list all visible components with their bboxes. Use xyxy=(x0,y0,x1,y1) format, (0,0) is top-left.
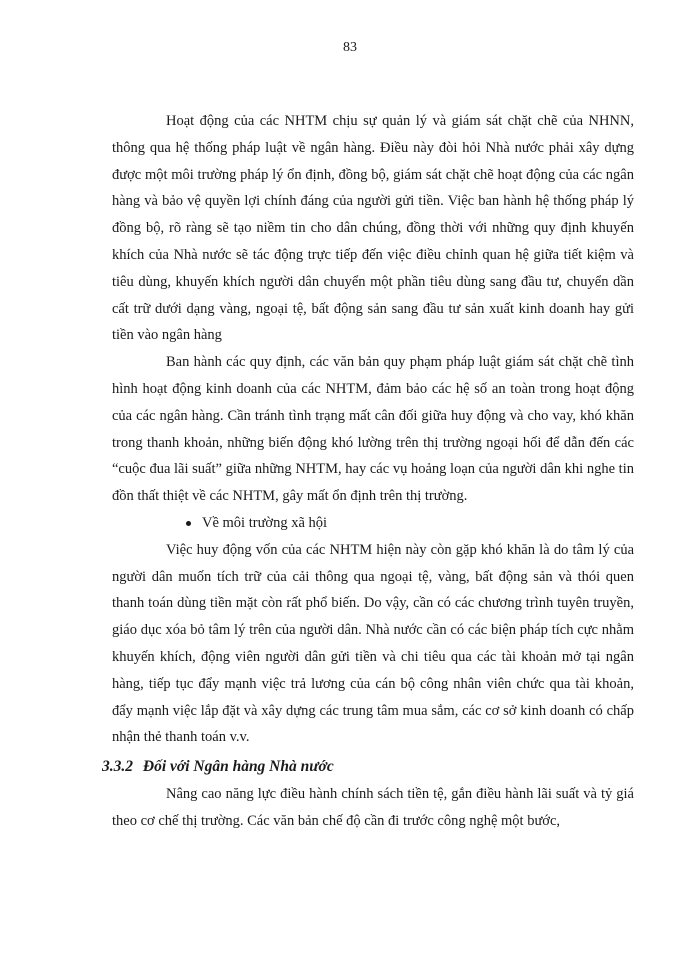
paragraph-social-environment: Việc huy động vốn của các NHTM hiện này còn gặp khó khăn là do tâm lý của người dân muốn tích trữ của cải thông qua ngoại tệ, vàng, bất động sản và thói quen thanh toán dùng tiền mặt còn rất phổ biến. Do vậy, cần có các chương trình tuyên truyền, giáo dục xóa bỏ tâm lý trên của người dân. Nhà nước cần có các biện pháp tích cực nhằm khuyến khích, động viên người dân gửi tiền và chi tiêu qua các tài khoản mở tại ngân hàng, tiếp tục đẩy mạnh việc trả lương của cán bộ công nhân viên chức qua tài khoản, đẩy mạnh việc lắp đặt và xây dựng các trung tâm mua sắm, các cơ sở kinh doanh có chấp nhận thẻ thanh toán v.v. xyxy=(112,541,634,746)
paragraph-supervision: Ban hành các quy định, các văn bản quy phạm pháp luật giám sát chặt chẽ tình hình hoạt động kinh doanh của các NHTM, đảm bảo các hệ số an toàn trong hoạt động của các ngân hàng. Cần tránh tình trạng mất cân đối giữa huy động và cho vay, khó khăn trong thanh khoản, những biến động khó lường trên thị trường ngoại hối để dẫn đến các “cuộc đua lãi suất” giữa những NHTM, hay các vụ hoảng loạn của người dân khi nghe tin đồn thất thiệt về các NHTM, gây mất ổn định trên thị trường. xyxy=(112,354,634,505)
section-number: 3.3.2 xyxy=(102,758,133,776)
bullet-item-social-environment xyxy=(112,510,634,537)
section-title: Đối với Ngân hàng Nhà nước xyxy=(142,758,334,776)
bullet-dot-icon xyxy=(186,521,191,526)
paragraph-state-bank: Nâng cao năng lực điều hành chính sách tiền tệ, gắn điều hành lãi suất và tỷ giá theo cơ chế thị trường. Các văn bản chế độ cần đi trước công nghệ một bước, xyxy=(112,786,634,829)
paragraph-legal-framework: Hoạt động của các NHTM chịu sự quản lý và giám sát chặt chẽ của NHNN, thông qua hệ thống pháp luật về ngân hàng. Điều này đòi hỏi Nhà nước phải xây dựng được một môi trường pháp lý ổn định, đồng bộ, giám sát chặt chẽ hoạt động của các ngân hàng và bảo vệ quyền lợi chính đáng của người gửi tiền. Việc ban hành hệ thống pháp lý đồng bộ, rõ ràng sẽ tạo niềm tin cho dân chúng, đồng thời với những quy định khuyến khích của Nhà nước sẽ tác động trực tiếp đến việc điều chỉnh quan hệ giữa tiết kiệm và tiêu dùng, khuyến khích người dân chuyển một phần tiêu dùng sang đầu tư, chuyển dần cất trữ dưới dạng vàng, ngoại tệ, bất động sản sang đầu tư sản xuất kinh doanh hay gửi tiền vào ngân hàng xyxy=(112,113,634,344)
body-text xyxy=(102,108,634,835)
section-heading xyxy=(102,753,634,781)
page-number: 83 xyxy=(343,40,357,55)
bullet-item-label: Về môi trường xã hội xyxy=(202,514,328,531)
